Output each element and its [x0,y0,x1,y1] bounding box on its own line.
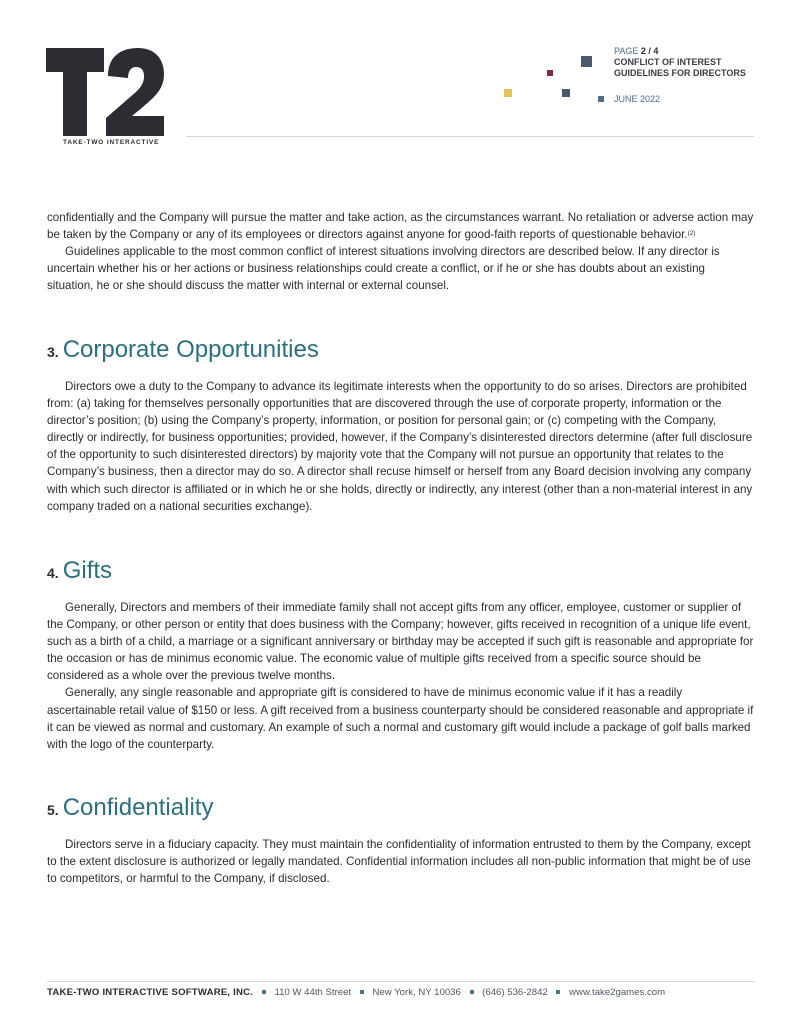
decorative-square [581,56,592,67]
page-footer [47,987,665,998]
section-heading [47,794,754,830]
section-gifts [47,557,754,753]
section-number: 4. [47,565,59,581]
separator-dot-icon [262,990,266,994]
section-number: 3. [47,344,59,360]
section-number: 5. [47,802,59,818]
decorative-square [504,89,512,97]
separator-dot-icon [360,990,364,994]
document-date: JUNE 2022 [614,94,661,104]
section-title: Corporate Opportunities [62,336,319,363]
decorative-square [598,96,604,102]
footer-city: New York, NY 10036 [372,987,461,998]
t2-logo-mark-icon [46,46,166,138]
section-heading [47,557,754,593]
section-paragraph: Directors owe a duty to the Company to advance its legitimate interests when the opportunity to do so arises. Directors are prohibited from: (a) taking for themselves personally opportunities that are discovered through the use of corporate property, information or the director’s position; (b) using the Company’s property, information, or position for personal gain; or (c) competing with the Company, directly or indirectly, for business opportunities; provided, however, if the Company’s disinterested directors determine (after full disclosure of the opportunity to such disinterested directors) by majority vote that the Company will not pursue an opportunity that relates to the Company’s business, then a director may do so. A director shall recuse himself or herself from any Board decision involving any company with which such director is affiliated or in which he or she holds, directly or indirectly, any interest (other than a non-material interest in any company traded on a national securities exchange). [47,380,753,513]
decorative-square [562,89,570,97]
separator-dot-icon [470,990,474,994]
section-title: Confidentiality [62,794,214,821]
header-divider [186,136,754,137]
logo-text: TAKE-TWO INTERACTIVE [63,139,160,146]
document-header [614,46,774,79]
footer-website[interactable]: www.take2games.com [569,987,666,998]
footer-phone: (646) 536-2842 [482,987,548,998]
page-number: 2 / 4 [640,46,659,56]
footer-company: TAKE-TWO INTERACTIVE SOFTWARE, INC. [47,987,254,998]
footer-address: 110 W 44th Street [274,987,352,998]
page-label: PAGE [614,46,639,56]
footnote-marker: (2) [687,230,696,238]
section-paragraph: Generally, Directors and members of their immediate family shall not accept gifts from any officer, employee, customer or supplier of the Company, or other person or entity that does business with the Company; however, gifts received in recognition of a unique life event, such as a birth of a child, a marriage or a significant anniversary or birthday may be accepted if such gift is reasonable and appropriate for the occasion or has de minimus economic value. The economic value of multiple gifts received from a specific source should be considered as a whole over the previous twelve months. [47,601,754,683]
section-heading [47,336,754,372]
section-confidentiality [47,794,754,887]
intro-paragraph-2: Guidelines applicable to the most common conflict of interest situations involving directors are described below. If any director is uncertain whether his or her actions or business relationships could create a conflict, or if he or she has doubts about an existing situation, he or she should discuss the matter with internal or external counsel. [47,245,720,293]
intro-paragraph-1 [47,209,754,243]
section-title: Gifts [62,557,113,584]
section-paragraph: Directors serve in a fiduciary capacity. They must maintain the confidentiality of information entrusted to them by the Company, except to the extent disclosure is authorized or legally mandated. Confidential information includes all non-public information that might be of use to competitors, or harmful to the Company, if disclosed. [47,838,751,886]
page-indicator [614,46,774,57]
intro-p1-text: confidentially and the Company will pursue the matter and take action, as the circumstances warrant. No retaliation or adverse action may be taken by the Company or any of its employees or directors against anyone for good-faith reports of questionable behavior. [47,211,754,242]
doc-title-line2: GUIDELINES FOR DIRECTORS [614,68,746,78]
footer-divider [47,981,754,982]
doc-title-line1: CONFLICT OF INTEREST [614,57,722,67]
section-paragraph: Generally, any single reasonable and appropriate gift is considered to have de minimus economic value if it has a readily ascertainable retail value of $150 or less. A gift received from a business counterparty should be considered reasonable and appropriate if it can be viewed as normal and customary. An example of such a normal and customary gift would include a package of golf balls marked with the logo of the counterparty. [47,686,754,751]
take-two-logo [46,46,166,148]
decorative-square [547,70,553,76]
separator-dot-icon [556,990,560,994]
section-corporate-opportunities [47,336,754,515]
intro-text [47,209,754,294]
